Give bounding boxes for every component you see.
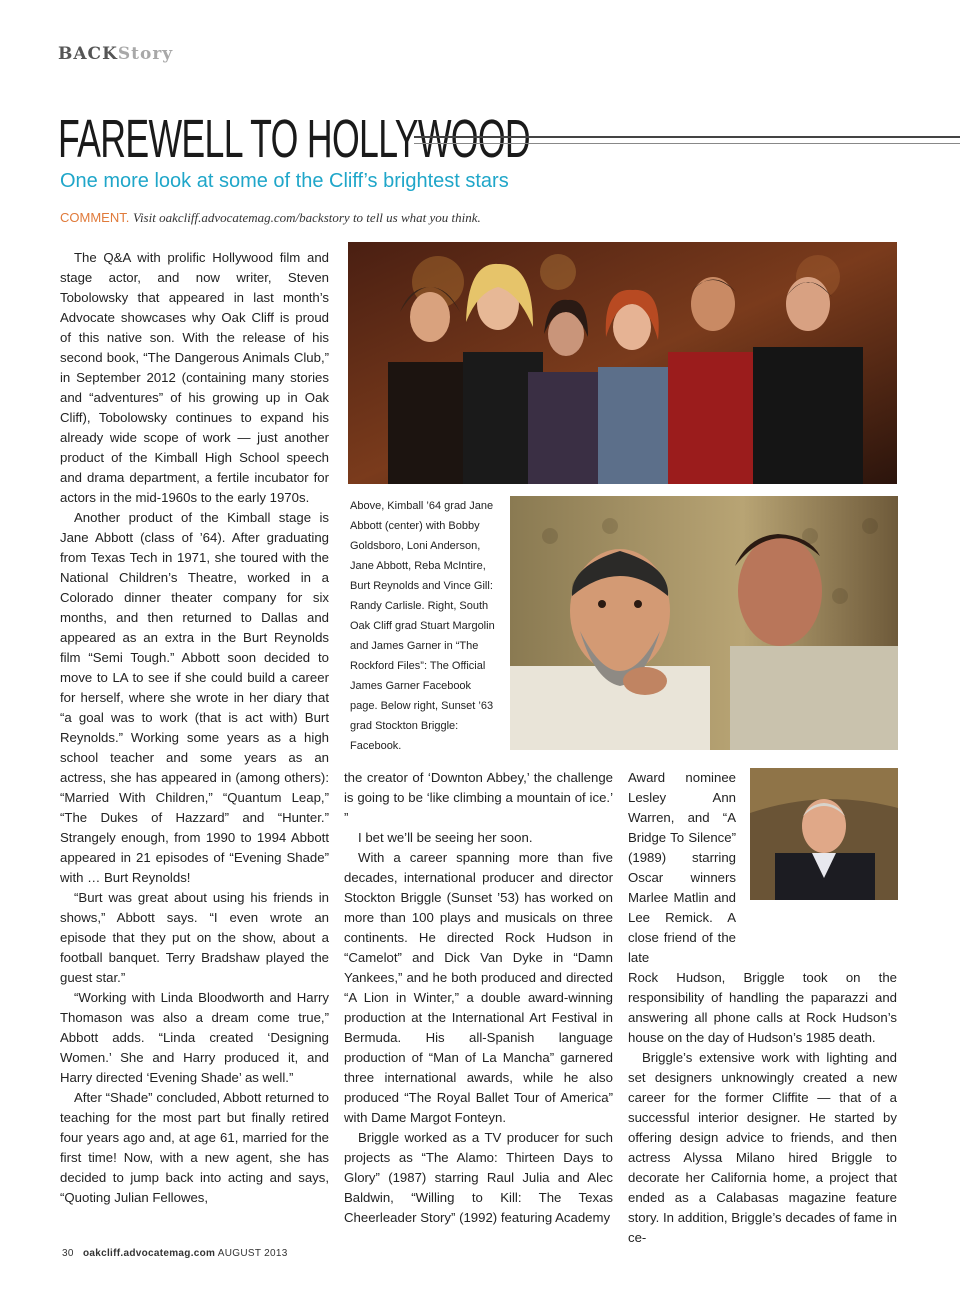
footer-site[interactable]: oakcliff.advocatemag.com [82,1248,216,1259]
rockford-files-photo [510,496,898,750]
title-rule [414,136,960,144]
section-header-back: BACK [58,44,118,64]
paragraph: Briggle worked as a TV producer for such projects as “The Alamo: Thirteen Days to Glory” (1987) starring Raul Julia and Alec Baldwin, “Willing to Kill: The Texas Cheerleader Story” (1992) featuring Academy [344,1130,613,1225]
paragraph: Rock Hudson, Briggle took on the responsibility of handling the paparazzi and answering all phone calls at Rock Hudson’s house on the day of Hudson’s 1985 death. [628,970,897,1045]
section-header [58,44,173,64]
group-photo [348,242,897,484]
paragraph: I bet we’ll be seeing her soon. [358,830,533,845]
paragraph: The Q&A with prolific Hollywood film and stage actor, and now writer, Steven Tobolowsky that appeared in last month’s Advocate showcases why Oak Cliff is proud of this native son. With the release of his second book, “The Dangerous Animals Club,” in September 2012 (containing many stories and “adventures” of his growing up in Oak Cliff), Tobolowsky continues to expand his already wide scope of work — just another product of the Kimball High School speech and drama department, a fertile incubator for actors in the mid-1960s to the early 1970s. [60,250,329,505]
comment-text[interactable]: Visit oakcliff.advocatemag.com/backstory to tell us what you think. [132,210,481,225]
article-column-2 [344,768,613,1228]
paragraph: “Working with Linda Bloodworth and Harry Thomason was also a dream come true,” Abbott adds. “Linda created ‘Designing Women.’ She and Harry produced it, and Harry directed ‘Evening Shade’ as well.” [60,990,329,1085]
paragraph: Briggle’s extensive work with lighting and set designers unknowingly created a new career for the former Cliffite — that of a successful interior designer. He started by offering design advice to friends, and then actress Alyssa Milano hired Briggle to decorate her California home, a project that ended as a Calabasas magazine feature story. In addition, Briggle’s decades of fame in ce- [628,1050,897,1245]
footer-issue: AUGUST 2013 [217,1248,288,1259]
page-footer [62,1248,288,1259]
article-subtitle: One more look at some of the Cliff’s brightest stars [60,170,509,192]
paragraph: After “Shade” concluded, Abbott returned to teaching for the most part but finally retired four years ago and, at age 61, married for the first time! Now, with a new agent, she has decided to jump back into acting and says, “Quoting Julian Fellowes, [60,1090,329,1205]
paragraph: Award nominee Lesley Ann Warren, and “A Bridge To Silence” (1989) starring Oscar winners Marlee Matlin and Lee Remick. A close friend of the late [628,770,736,965]
comment-line [60,210,481,226]
paragraph: the creator of ‘Downton Abbey,’ the challenge is going to be ‘like climbing a mountain of ice.’ ” [344,770,613,825]
page-number: 30 [62,1248,74,1259]
photo-caption: Above, Kimball ’64 grad Jane Abbott (center) with Bobby Goldsboro, Loni Anderson, Jane Abbott, Reba McIntire, Burt Reynolds and Vince Gill: Randy Carlisle. Right, South Oak Cliff grad Stuart Margolin and James Garner in “The Rockford Files”: The Official James Garner Facebook page. Below right, Sunset ’63 grad Stockton Briggle: Facebook. [350,500,495,752]
article-title: FAREWELL TO HOLLYWOOD [58,109,531,169]
paragraph: With a career spanning more than five decades, international producer and director Stockton Briggle (Sunset ’53) has worked on more than 100 plays and musicals on three continents. He directed Rock Hudson in “Camelot” and Dick Van Dyke in “Damn Yankees,” and he both produced and directed “A Lion in Winter,” a double award-winning production at the International Art Festival in Bermuda. His all-Spanish language production of “Man of La Mancha” garnered three international awards, while he also produced “The Royal Ballet Tour of America” with Dame Margot Fonteyn. [344,850,613,1125]
article-column-1 [60,248,329,1208]
stockton-briggle-photo [750,768,898,900]
paragraph: Another product of the Kimball stage is Jane Abbott (class of ’64). After graduating from Texas Tech in 1971, she toured with the National Children’s Theatre, worked in a Colorado dinner theater company for six months, and then returned to Dallas and appeared as an extra in the Burt Reynolds film “Semi Tough.” Abbott soon decided to move to LA to see if she could build a career for herself, where she wrote in her diary that “a goal was to work (that is act with) Burt Reynolds.” Working some years as a high school teacher and some years as an actress, she has appeared in (among others): “Married With Children,” “Quantum Leap,” “The Dukes of Hazzard” and “Hunter.” Strangely enough, from 1990 to 1994 Abbott appeared in 21 episodes of “Evening Shade” with … Burt Reynolds! [60,510,329,885]
section-header-story: Story [117,44,174,64]
comment-label: COMMENT. [60,210,130,225]
paragraph: “Burt was great about using his friends in shows,” Abbott says. “I even wrote an episode that they put on the show, about a football banquet. Terry Bradshaw played the guest star.” [60,890,329,985]
